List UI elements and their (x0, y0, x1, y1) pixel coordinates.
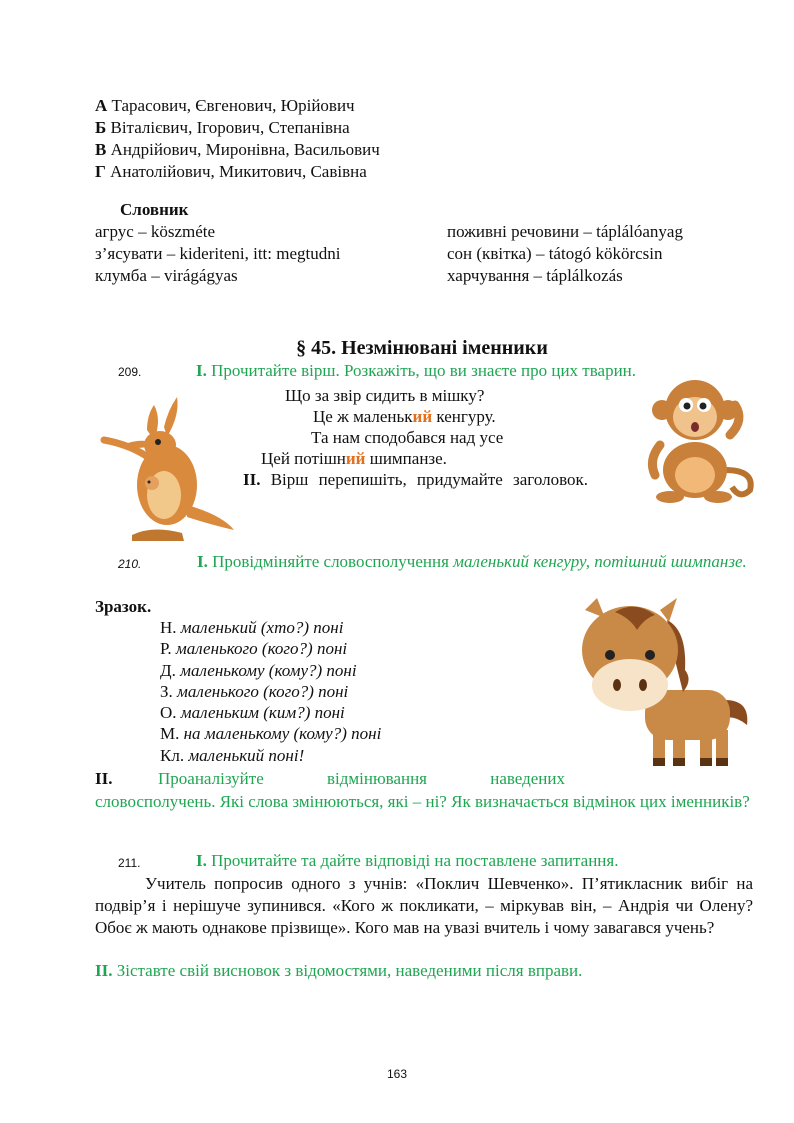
case-row: Д. маленькому (кому?) поні (160, 660, 357, 680)
poem-line: Що за звір сидить в мішку? (285, 386, 485, 405)
sample-title: Зразок. (95, 597, 152, 616)
kangaroo-illustration (92, 385, 237, 545)
case-row: Кл. маленький поні! (160, 745, 305, 765)
dictionary-entry: поживні речовини – táplálóanyag (447, 222, 683, 241)
case-row: О. маленьким (ким?) поні (160, 703, 345, 723)
poem-line: Та нам сподобався над усе (311, 428, 504, 447)
poem-line: Це ж маленький кенгуру. (313, 407, 496, 426)
pony-illustration (575, 590, 755, 770)
poem-line: Цей потішний шимпанзе. (261, 449, 447, 468)
dictionary-entry: сон (квітка) – tátogó kökörcsin (447, 244, 663, 263)
option-g: Г Анатолійович, Микитович, Савівна (95, 162, 367, 181)
exercise-number: 211. (118, 856, 141, 870)
case-row: Н. маленький (хто?) поні (160, 618, 344, 637)
exercise-number: 209. (118, 365, 142, 379)
option-b: Б Віталієвич, Ігорович, Степанівна (95, 118, 350, 137)
dictionary-left (95, 221, 435, 287)
exercise-211-task1: I. Прочитайте та дайте відповіді на поставлене запитання. (196, 851, 619, 870)
declension-table (160, 617, 381, 766)
case-row: М. на маленькому (кому?) поні (160, 724, 382, 744)
exercise-211-text: Учитель попросив одного з учнів: «Поклич Шевченко». П’ятикласник вибіг на подвір’я і нерішуче зупинився. «Кого ж покликати, – міркував він, – Андрія чи Олену? Обоє ж мають однакове прізвище». Кого мав на увазі вчитель і чому завагався учень? (95, 874, 753, 937)
section-title: § 45. Незмінювані іменники (296, 337, 548, 359)
dictionary-entry: з’ясувати – kideriteni, itt: megtudni (95, 244, 341, 263)
option-v: В Андрійович, Миронівна, Васильович (95, 140, 380, 159)
exercise-209-task1: I. Прочитайте вірш. Розкажіть, що ви знаєте про цих тварин. (196, 361, 637, 380)
dictionary-entry: харчування – táplálkozás (447, 266, 623, 285)
option-a: А Тарасович, Євгенович, Юрійович (95, 96, 355, 115)
dictionary-entry: агрус – köszméte (95, 222, 216, 241)
exercise-210-task2-rest: словосполучень. Які слова змінюються, які – ні? Як визначається відмінок цих іменників? (95, 792, 750, 811)
exercise-210-task2-line1: II. Проаналізуйте відмінювання наведених (95, 769, 565, 788)
case-row: З. маленького (кого?) поні (160, 681, 349, 701)
case-row: Р. маленького (кого?) поні (160, 639, 348, 659)
dictionary-right (447, 221, 747, 287)
dictionary-entry: клумба – virágágyas (95, 266, 238, 285)
exercise-209-task2: II. Вірш перепишіть, придумайте заголовок. (243, 470, 588, 489)
poem (243, 385, 588, 490)
exercise-211-task2: II. Зіставте свій висновок з відомостями, наведеними після вправи. (95, 961, 583, 980)
answer-options (95, 95, 495, 183)
page-number: 163 (386, 1067, 408, 1081)
exercise-210-task1: I. Провідміняйте словосполучення маленький кенгуру, потішний шимпанзе. (197, 552, 747, 571)
monkey-illustration (640, 375, 760, 505)
dictionary-title: Словник (120, 200, 189, 219)
exercise-number: 210. (118, 557, 142, 571)
